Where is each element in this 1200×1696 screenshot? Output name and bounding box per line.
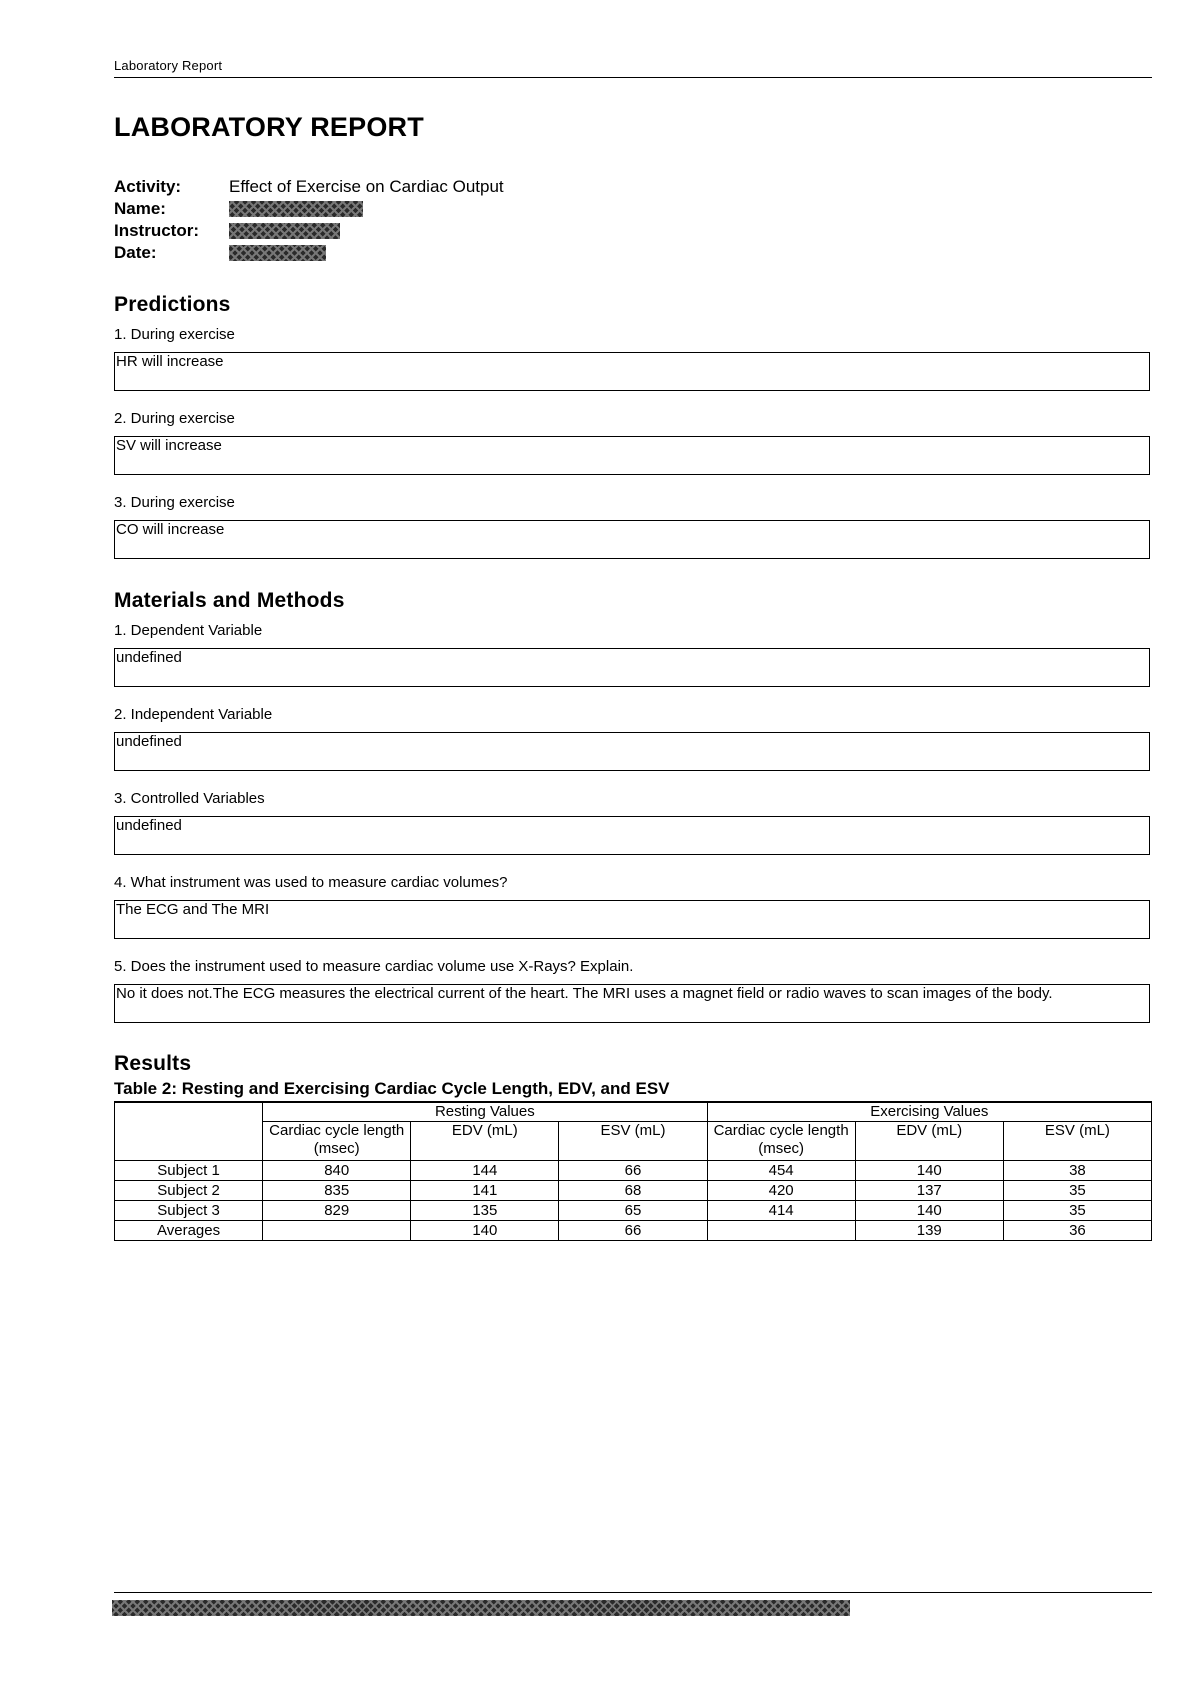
method-2-label: 2. Independent Variable [114,706,273,723]
row-label: Averages [115,1221,263,1241]
column-header: EDV (mL) [411,1122,559,1161]
method-1-answer: undefined [114,648,1150,687]
activity-value: Effect of Exercise on Cardiac Output [229,177,504,196]
table-cell: 66 [559,1161,707,1181]
prediction-1-answer: HR will increase [114,352,1150,391]
date-label: Date: [114,243,157,262]
table-cell [707,1221,855,1241]
prediction-3-label: 3. During exercise [114,494,235,511]
method-4-answer: The ECG and The MRI [114,900,1150,939]
table-cell: 137 [855,1181,1003,1201]
table-cell: 35 [1003,1201,1151,1221]
table-row [115,1201,1152,1221]
methods-heading: Materials and Methods [114,589,345,612]
date-redaction [229,245,326,261]
prediction-2-answer: SV will increase [114,436,1150,475]
table-cell: 829 [263,1201,411,1221]
table-cell: 835 [263,1181,411,1201]
column-header: ESV (mL) [559,1122,707,1161]
table-cell: 141 [411,1181,559,1201]
table-row [115,1221,1152,1241]
column-header: Cardiac cycle length (msec) [263,1122,411,1161]
running-header: Laboratory Report [114,58,223,73]
method-5-answer: No it does not.The ECG measures the electrical current of the heart. The MRI uses a magnet field or radio waves to scan images of the body. [114,984,1150,1023]
name-redaction [229,201,363,217]
footer-divider [114,1592,1152,1593]
prediction-2-label: 2. During exercise [114,410,235,427]
table-cell: 65 [559,1201,707,1221]
table-cell [263,1221,411,1241]
header-divider [114,77,1152,78]
table-cell: 414 [707,1201,855,1221]
method-2-answer: undefined [114,732,1150,771]
page-title: LABORATORY REPORT [114,112,424,142]
prediction-1-label: 1. During exercise [114,326,235,343]
row-label-header [115,1102,263,1161]
table-cell: 68 [559,1181,707,1201]
results-heading: Results [114,1052,192,1075]
results-table [114,1101,1152,1241]
table-cell: 840 [263,1161,411,1181]
table-cell: 38 [1003,1161,1151,1181]
table-cell: 144 [411,1161,559,1181]
table-caption: Table 2: Resting and Exercising Cardiac Cycle Length, EDV, and ESV [114,1079,670,1098]
row-label: Subject 1 [115,1161,263,1181]
prediction-3-answer: CO will increase [114,520,1150,559]
predictions-heading: Predictions [114,293,231,316]
method-3-label: 3. Controlled Variables [114,790,265,807]
table-row [115,1161,1152,1181]
table-group-header-row [115,1102,1152,1122]
instructor-label: Instructor: [114,221,199,240]
date-row [114,242,504,264]
table-cell: 135 [411,1201,559,1221]
table-cell: 66 [559,1221,707,1241]
column-header: ESV (mL) [1003,1122,1151,1161]
method-5-label: 5. Does the instrument used to measure cardiac volume use X-Rays? Explain. [114,958,634,975]
activity-label: Activity: [114,177,182,196]
instructor-row [114,220,504,242]
name-row [114,198,504,220]
column-header: EDV (mL) [855,1122,1003,1161]
name-label: Name: [114,199,166,218]
exercising-values-header: Exercising Values [707,1102,1151,1122]
table-cell: 140 [411,1221,559,1241]
table-cell: 420 [707,1181,855,1201]
table-cell: 36 [1003,1221,1151,1241]
resting-values-header: Resting Values [263,1102,707,1122]
row-label: Subject 3 [115,1201,263,1221]
table-cell: 140 [855,1201,1003,1221]
instructor-redaction [229,223,340,239]
table-cell: 140 [855,1161,1003,1181]
column-header: Cardiac cycle length (msec) [707,1122,855,1161]
table-row [115,1181,1152,1201]
table-column-header-row [115,1122,1152,1161]
method-1-label: 1. Dependent Variable [114,622,263,639]
activity-row [114,176,504,198]
table-cell: 139 [855,1221,1003,1241]
table-cell: 454 [707,1161,855,1181]
method-4-label: 4. What instrument was used to measure cardiac volumes? [114,874,508,891]
report-meta [114,176,504,264]
row-label: Subject 2 [115,1181,263,1201]
method-3-answer: undefined [114,816,1150,855]
footer-redaction [112,1600,850,1616]
table-cell: 35 [1003,1181,1151,1201]
